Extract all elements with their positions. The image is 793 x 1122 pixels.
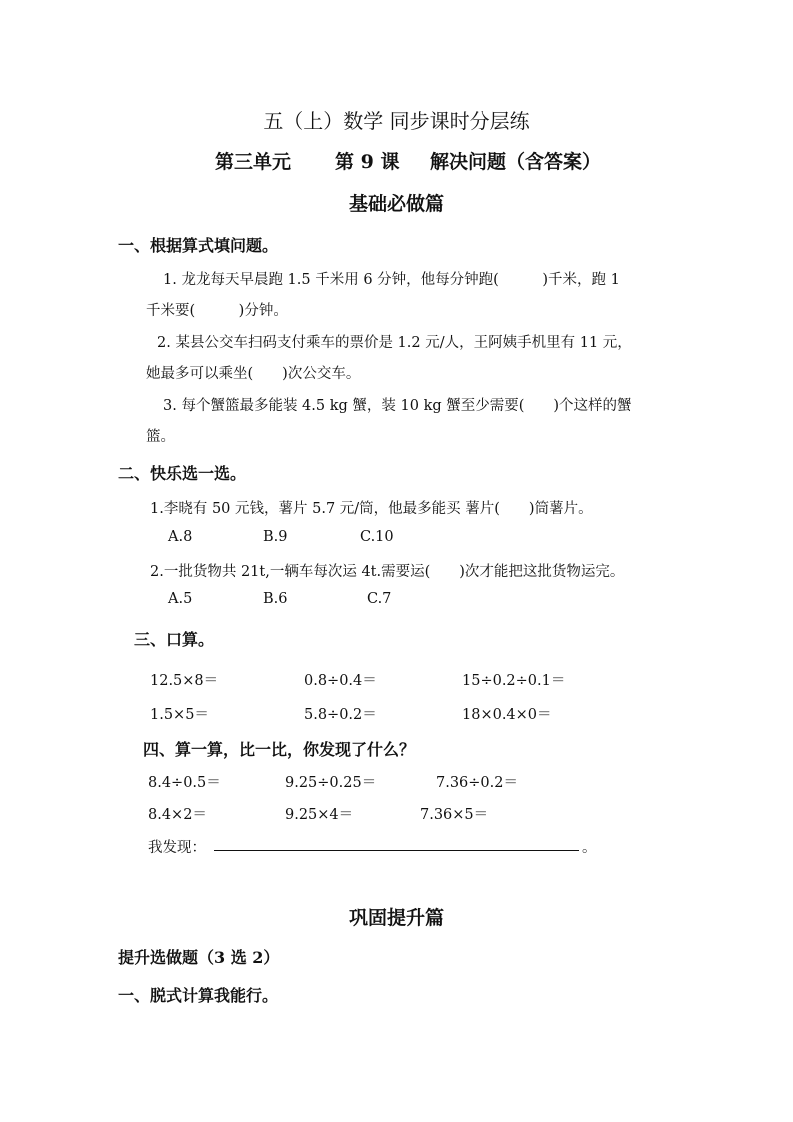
s2-q1: 1.李晓有 50 元钱，薯片 5.7 元/筒，他最多能买 薯片( )筒薯片。 [150,501,593,517]
section2-heading: 二、快乐选一选。 [118,464,247,483]
subtitle-unit: 第三单元 [215,151,292,173]
subtitle-lesson: 第 9 课 [335,151,400,173]
s4-r1-c1: 8.4÷0.5＝ [148,775,221,791]
s2-q2: 2.一批货物共 21t,一辆车每次运 4t.需要运( )次才能把这批货物运完。 [150,564,625,580]
section3-heading: 三、口算。 [134,630,215,649]
s3-r1-c2: 0.8÷0.4＝ [304,673,377,689]
advanced-heading: 巩固提升篇 [348,907,444,929]
s4-r2-c3: 7.36×5＝ [420,807,489,823]
s4-r1-c2: 9.25÷0.25＝ [285,775,377,791]
s4-discover-end: 。 [582,840,597,856]
s2-q2-option-c: C.7 [367,591,392,607]
s4-r1-c3: 7.36÷0.2＝ [436,775,518,791]
s1-q1-line2: 千米要( )分钟。 [146,303,288,319]
s2-q1-option-b: B.9 [263,529,288,545]
s3-r2-c1: 1.5×5＝ [150,707,209,723]
s2-q2-option-a: A.5 [168,591,193,607]
s1-q2-line2: 她最多可以乘坐( )次公交车。 [146,366,361,382]
s1-q3-line2: 篮。 [146,429,175,445]
discover-answer-line[interactable] [214,850,579,851]
s1-q3-line1: 3. 每个蟹篮最多能装 4.5 kg 蟹，装 10 kg 蟹至少需要( )个这样的蟹 [163,398,632,414]
section4-heading: 四、算一算，比一比，你发现了什么？ [143,740,416,759]
s3-r2-c3: 18×0.4×0＝ [462,707,552,723]
subtitle-topic: 解决问题（含答案） [430,151,602,173]
s3-r2-c2: 5.8÷0.2＝ [304,707,377,723]
advanced-sub: 提升选做题（3 选 2） [118,948,280,967]
page-title: 五（上）数学 同步课时分层练 [263,109,530,133]
s1-q1-line1: 1. 龙龙每天早晨跑 1.5 千米用 6 分钟，他每分钟跑( )千米，跑 1 [163,272,620,288]
advanced-section1-heading: 一、脱式计算我能行。 [118,986,279,1005]
s1-q2-line1: 2. 某县公交车扫码支付乘车的票价是 1.2 元/人，王阿姨手机里有 11 元， [157,335,632,351]
basic-heading: 基础必做篇 [348,193,444,215]
s3-r1-c3: 15÷0.2÷0.1＝ [462,673,566,689]
s4-discover-label: 我发现： [148,840,206,856]
s4-r2-c2: 9.25×4＝ [285,807,354,823]
s4-r2-c1: 8.4×2＝ [148,807,207,823]
s2-q1-option-c: C.10 [360,529,394,545]
s2-q2-option-b: B.6 [263,591,288,607]
section1-heading: 一、根据算式填问题。 [118,236,279,255]
s3-r1-c1: 12.5×8＝ [150,673,219,689]
s2-q1-option-a: A.8 [168,529,193,545]
